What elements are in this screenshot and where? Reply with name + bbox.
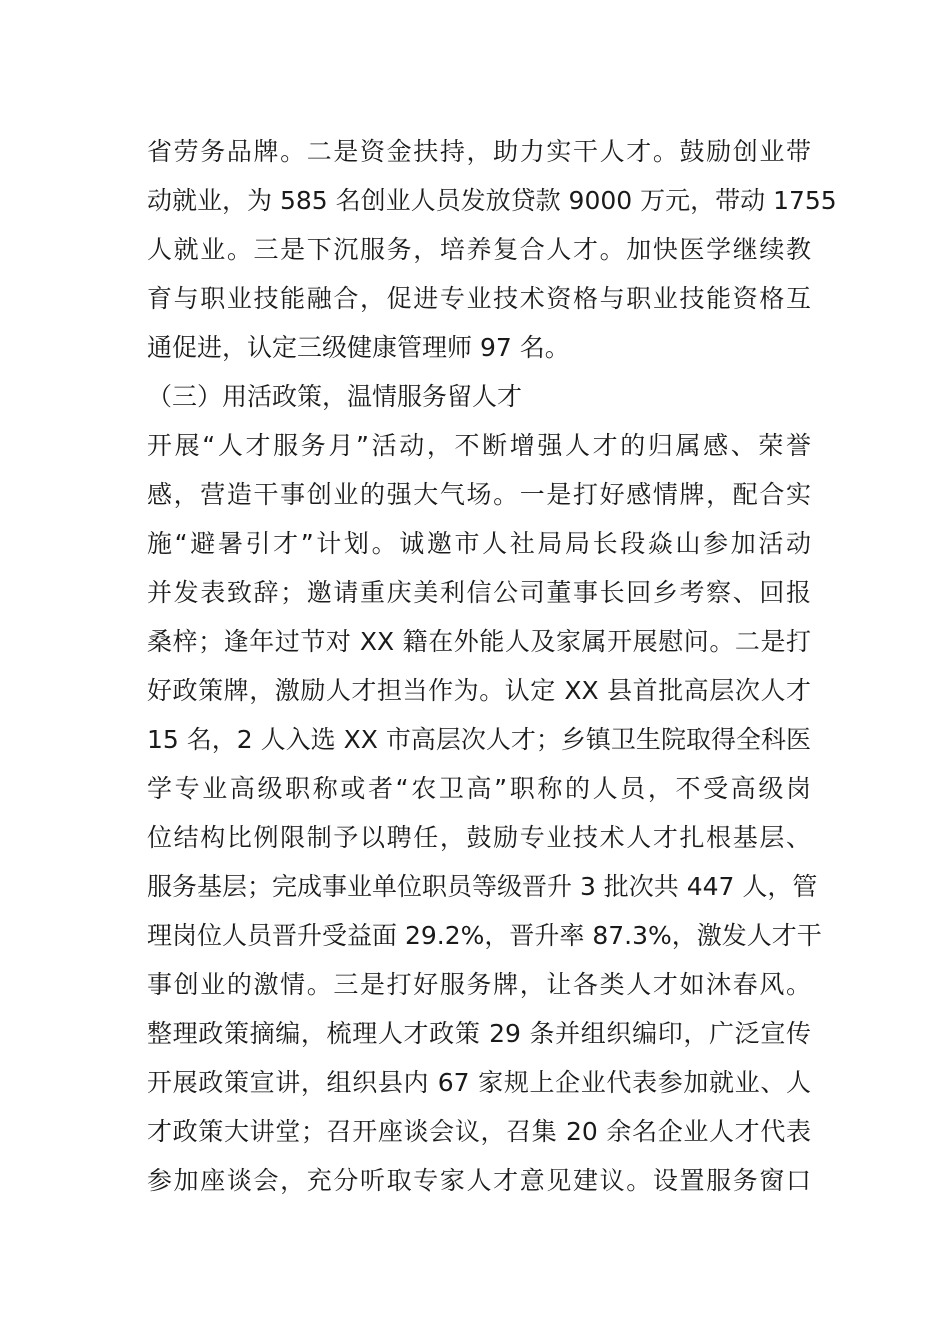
- body-text-line: 好政策牌，激励人才担当作为。认定 XX 县首批高层次人才: [147, 676, 811, 705]
- body-text-line: 15 名，2 人入选 XX 市高层次人才；乡镇卫生院取得全科医: [147, 725, 811, 754]
- body-text-line: 位结构比例限制予以聘任，鼓励专业技术人才扎根基层、: [147, 823, 811, 852]
- body-text-line: 施“避暑引才”计划。诚邀市人社局局长段焱山参加活动: [147, 529, 811, 558]
- body-text-line: 事创业的激情。三是打好服务牌，让各类人才如沐春风。: [147, 970, 811, 999]
- body-text-line: 感，营造干事创业的强大气场。一是打好感情牌，配合实: [147, 480, 811, 509]
- body-text-line: 人就业。三是下沉服务，培养复合人才。加快医学继续教: [147, 235, 811, 264]
- section-heading: （三）用活政策，温情服务留人才: [147, 382, 523, 411]
- body-text-line: 学专业高级职称或者“农卫高”职称的人员，不受高级岗: [147, 774, 811, 803]
- body-text-line: 整理政策摘编，梳理人才政策 29 条并组织编印，广泛宣传: [147, 1019, 811, 1048]
- body-text-line: 省劳务品牌。二是资金扶持，助力实干人才。鼓励创业带: [147, 137, 811, 166]
- body-text-line: 开展政策宣讲，组织县内 67 家规上企业代表参加就业、人: [147, 1068, 811, 1097]
- body-text-line: 才政策大讲堂；召开座谈会议，召集 20 余名企业人才代表: [147, 1117, 811, 1146]
- body-text-line: 理岗位人员晋升受益面 29.2%，晋升率 87.3%，激发人才干: [147, 921, 822, 950]
- body-text-line: 参加座谈会，充分听取专家人才意见建议。设置服务窗口: [147, 1166, 811, 1195]
- body-text-line: 并发表致辞；邀请重庆美利信公司董事长回乡考察、回报: [147, 578, 811, 607]
- body-text-line: 桑梓；逢年过节对 XX 籍在外能人及家属开展慰问。二是打: [147, 627, 811, 656]
- body-text-line: 育与职业技能融合，促进专业技术资格与职业技能资格互: [147, 284, 811, 313]
- body-text-line: 服务基层；完成事业单位职员等级晋升 3 批次共 447 人，管: [147, 872, 818, 901]
- body-text-line: 开展“人才服务月”活动，不断增强人才的归属感、荣誉: [147, 431, 811, 460]
- body-text-line: 动就业，为 585 名创业人员发放贷款 9000 万元，带动 1755: [147, 186, 837, 215]
- body-text-line: 通促进，认定三级健康管理师 97 名。: [147, 333, 570, 362]
